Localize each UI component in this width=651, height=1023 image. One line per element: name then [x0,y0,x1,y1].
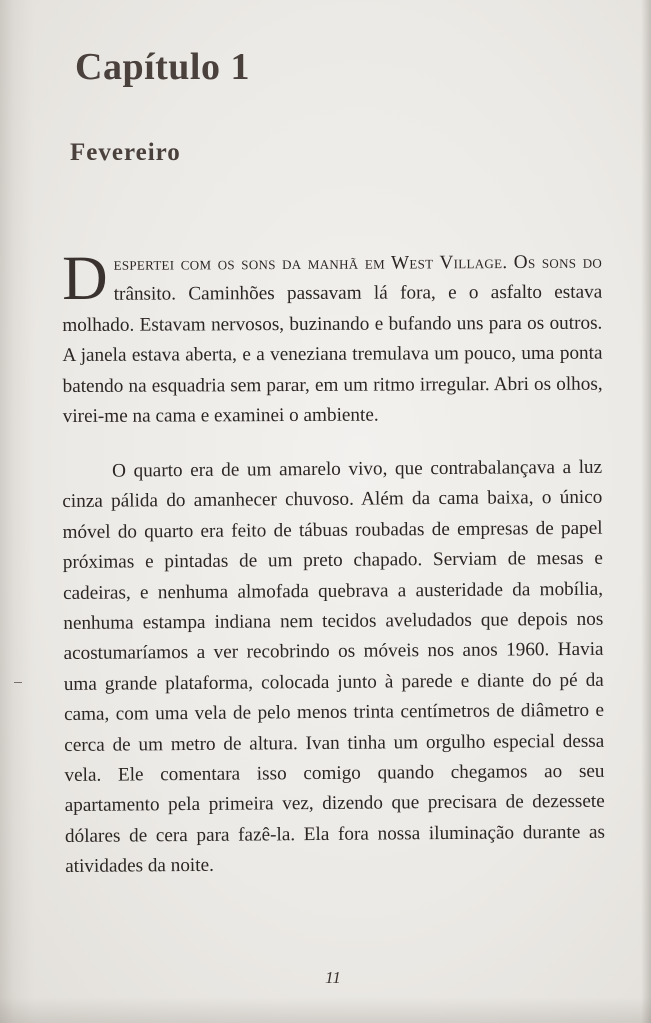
page-bottom-shadow [0,997,651,1023]
paragraph-1 [61,242,603,433]
page-edge-shadow [641,0,651,1023]
opening-small-caps: espertei com os sons da manhã em West Village. Os sons do [113,251,603,275]
page-number: 11 [325,968,341,987]
margin-mark [14,682,22,683]
chapter-title: Capítulo 1 [75,46,250,88]
drop-cap: D [61,242,108,313]
chapter-subtitle: Fevereiro [70,139,181,166]
chapter-body [61,242,606,883]
paragraph-1-text: trânsito. Caminhões passavam lá fora, e o asfalto estava molhado. Estavam nervosos, buzinando e bufando uns para os outros. A janela estava aberta, e a veneziana tremulava um pouco, uma ponta batendo na esquadria sem parar, em um ritmo irregular. Abri os olhos, virei-me na cama e examinei o ambiente. [62,282,603,428]
paragraph-2: O quarto era de um amarelo vivo, que contrabalançava a luz cinza pálida do amanhecer chuvoso. Além da cama baixa, o único móvel do quarto era feito de tábuas roubadas de empresas de papel próximas e pintadas de um preto chapado. Serviam de mesas e cadeiras, e nenhuma almofada quebrava a austeridade da mobília, nenhuma estampa indiana nem tecidos aveludados que depois nos acostumaríamos a ver recobrindo os móveis nos anos 1960. Havia uma grande plataforma, colocada junto à parede e diante do pé da cama, com uma vela de pelo menos trinta centímetros de diâmetro e cerca de um metro de altura. Ivan tinha um orgulho especial dessa vela. Ele comentara isso comigo quando chegamos ao seu apartamento pela primeira vez, dizendo que precisara de dezessete dólares de cera para fazê-la. Ela fora nossa iluminação durante as atividades da noite. [62,457,606,878]
